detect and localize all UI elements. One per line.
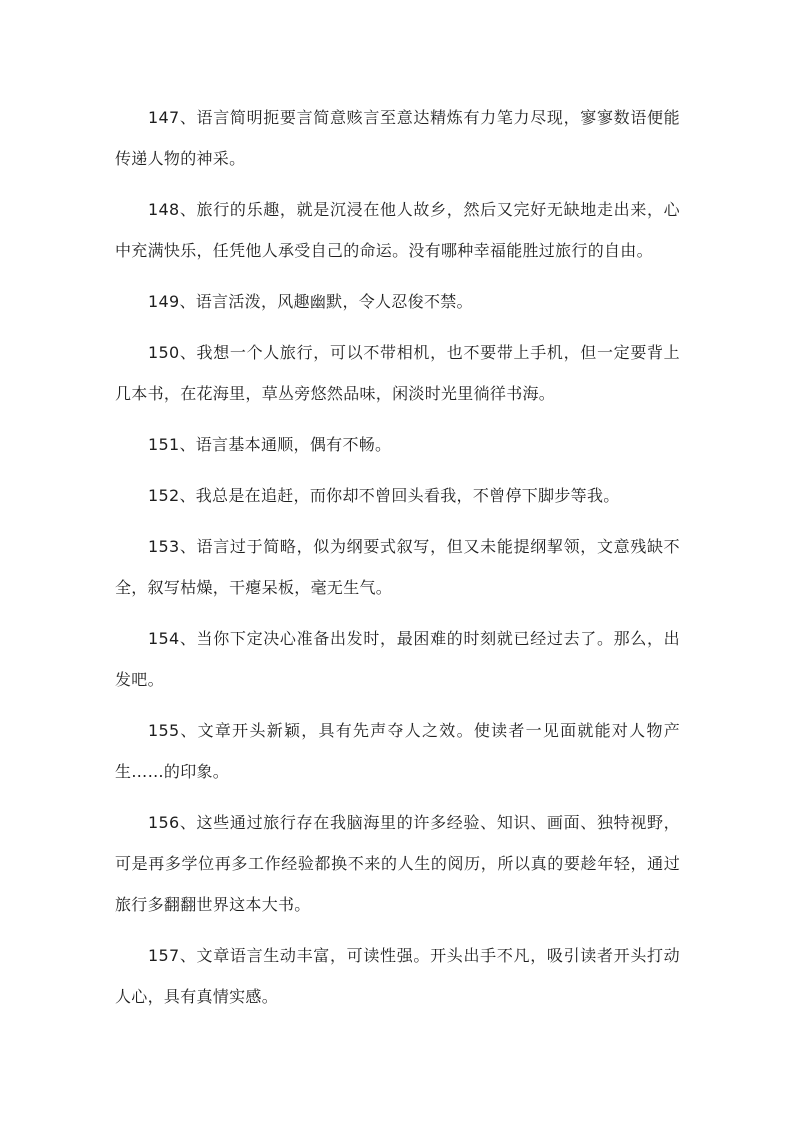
document-body [115, 97, 680, 1027]
paragraph-151: 151、语言基本通顺，偶有不畅。 [148, 435, 392, 454]
paragraph-148: 148、旅行的乐趣，就是沉浸在他人故乡，然后又完好无缺地走出来，心中充满快乐，任凭他人承受自己的命运。没有哪种幸福能胜过旅行的自由。 [115, 200, 680, 260]
paragraph-156: 156、这些通过旅行存在我脑海里的许多经验、知识、画面、独特视野，可是再多学位再多工作经验都换不来的人生的阅历，所以真的要趁年轻，通过旅行多翻翻世界这本大书。 [115, 813, 680, 914]
paragraph-153: 153、语言过于简略，似为纲要式叙写，但又未能提纲挈领，文意残缺不全，叙写枯燥，干瘪呆板，毫无生气。 [115, 537, 680, 597]
paragraph-154: 154、当你下定决心准备出发时，最困难的时刻就已经过去了。那么，出发吧。 [115, 629, 680, 689]
paragraph-149: 149、语言活泼，风趣幽默，令人忍俊不禁。 [148, 292, 473, 311]
paragraph-155: 155、文章开头新颖，具有先声夺人之效。使读者一见面就能对人物产生……的印象。 [115, 721, 680, 781]
paragraph-147: 147、语言简明扼要言简意赅言至意达精炼有力笔力尽现，寥寥数语便能传递人物的神采。 [115, 108, 680, 168]
paragraph-157: 157、文章语言生动丰富，可读性强。开头出手不凡，吸引读者开头打动人心，具有真情实感。 [115, 946, 680, 1006]
paragraph-150: 150、我想一个人旅行，可以不带相机，也不要带上手机，但一定要背上几本书，在花海里，草丛旁悠然品味，闲淡时光里徜徉书海。 [115, 343, 680, 403]
paragraph-152: 152、我总是在追赶，而你却不曾回头看我，不曾停下脚步等我。 [148, 486, 620, 505]
